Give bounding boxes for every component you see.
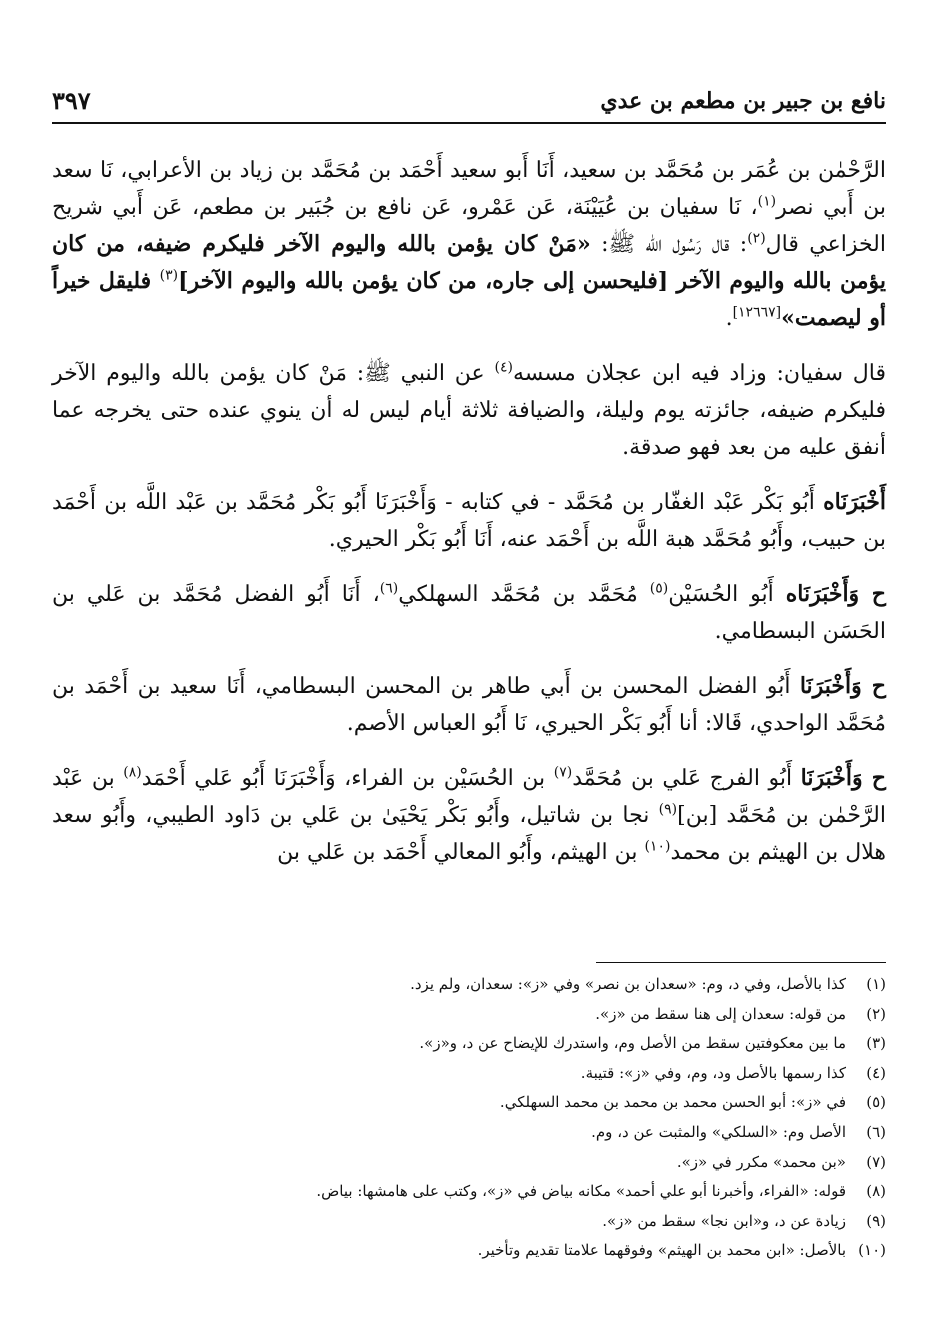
footnote-text: من قوله: سعدان إلى هنا سقط من «ز».	[595, 1004, 846, 1023]
text-segment: أَبُو الحُسَيْن	[668, 582, 786, 607]
text-segment: أَبُو الفرج عَلي بن مُحَمَّد	[572, 766, 801, 791]
text-segment: الرَّحْمٰن بن عُمَر بن مُحَمَّد بن سعيد، أَنَا أَبو سعيد أَحْمَد بن مُحَمَّد بن زياد بن الأعرابي، نَا سعد بن أَبي نصر	[52, 158, 886, 220]
footnote	[52, 1177, 886, 1207]
paragraph	[52, 668, 886, 742]
footnote-separator	[596, 962, 886, 963]
paragraph	[52, 484, 886, 558]
footnote-text: في «ز»: أبو الحسن محمد بن محمد بن محمد السهلكي.	[499, 1093, 846, 1112]
footnote-text: زيادة عن د، و«ابن نجا» سقط من «ز».	[602, 1211, 846, 1230]
bold-text: ح وَأَخْبَرَنَاه	[785, 581, 887, 607]
footnote-number: (٤)	[866, 1063, 886, 1082]
bold-text: ح وَأَخْبَرَنَا	[800, 765, 886, 791]
text-segment: ، أَنَا أَبُو الفضل مُحَمَّد بن عَلي بن الحَسَن البسطامي.	[52, 582, 886, 644]
footnote	[52, 1000, 886, 1030]
text-segment: أَبُو الفضل المحسن بن أَبي طاهر بن المحسن البسطامي، أَنَا سعيد بن أَحْمَد بن مُحَمَّد الواحدي، قَالا: أنا أَبُو بَكْر الحيري، نَا أَبُو العباس الأصم.	[52, 674, 886, 736]
text-segment: بن الهيثم، وأَبُو المعالي أَحْمَد بن عَلي بن	[277, 840, 645, 865]
footnote-number: (٧)	[866, 1152, 886, 1171]
footnote-ref: (٨)	[123, 764, 142, 781]
text-segment: عن النبي ﷺ: مَنْ كان يؤمن بالله واليوم الآخر فليكرم ضيفه، جائزته يوم وليلة، والضيافة ثلاثة أيام ليس له أن ينوي عنده حتى يخرجه عما أنفق عليه من بعد فهو صدقة.	[52, 361, 886, 460]
footnote-number: (٦)	[866, 1122, 886, 1141]
footnote	[52, 1029, 886, 1059]
footnote-text: قوله: «الفراء، وأخبرنا أبو علي أحمد» مكانه بياض في «ز»، وكتب على هامشها: بياض.	[316, 1182, 846, 1201]
text-segment: بن الحُسَيْن بن الفراء، وَأَخْبَرَنَا أَبُو عَلي أَحْمَد	[141, 766, 554, 791]
text-segment: أَبُو بَكْر عَبْد الغفّار بن مُحَمَّد - في كتابه - وَأَخْبَرَنَا أَبُو بَكْر مُحَمَّد بن عَبْد اللَّه بن أَحْمَد بن حبيب، وأَبُو مُحَمَّد هبة اللَّه بن أَحْمَد عنه، أَنَا أَبُو بَكْر الحيري.	[52, 490, 886, 552]
footnote	[52, 1118, 886, 1148]
footnote-ref: (٦)	[379, 580, 399, 597]
footnote-number: (١)	[866, 975, 886, 993]
footnote	[52, 1088, 886, 1118]
footnote-ref: (٥)	[649, 580, 669, 597]
footnote-ref: (٧)	[553, 764, 573, 781]
footnote-ref: (١٠)	[644, 838, 671, 855]
bold-text: ح وَأَخْبَرَنَا	[799, 673, 886, 699]
text-segment: بن عَبْد الرَّحْمٰن بن مُحَمَّد [بن]	[52, 766, 886, 828]
page-number: ٣٩٧	[52, 86, 91, 115]
footnote-ref: (٩)	[658, 801, 678, 818]
bold-text: «مَنْ كان يؤمن بالله واليوم الآخر فليكرم ضيفه، من كان يؤمن بالله واليوم الآخر [فليحسن إلى جاره، من كان يؤمن بالله واليوم الآخر]	[52, 231, 886, 294]
footnote-text: «بن محمد» مكرر في «ز».	[676, 1152, 846, 1171]
footnote	[52, 970, 886, 1000]
text-segment: : قال رَسُول الله ﷺ:	[590, 232, 748, 257]
footnote-number: (٥)	[866, 1093, 886, 1112]
footnote	[52, 1148, 886, 1178]
footnote-text: بالأصل: «ابن محمد بن الهيثم» وفوقهما علامتا تقديم وتأخير.	[477, 1241, 846, 1260]
text-segment: مُحَمَّد بن مُحَمَّد السهلكي	[398, 582, 650, 607]
text-segment: قال سفيان: وزاد فيه ابن عجلان مسسه	[512, 361, 887, 386]
footnote-number: (١٠)	[858, 1241, 886, 1260]
main-text	[52, 152, 886, 889]
footnotes	[52, 970, 886, 1266]
footnote-text: ما بين معكوفتين سقط من الأصل وم، واستدرك للإيضاح عن د، و«ز».	[419, 1034, 846, 1053]
paragraph	[52, 152, 886, 337]
footnote	[52, 1059, 886, 1089]
footnote-ref: (٢)	[747, 230, 766, 247]
bold-text: أَخْبَرَنَاه	[823, 489, 886, 515]
footnote-number: (٢)	[866, 1004, 886, 1023]
footnote	[52, 1236, 886, 1266]
footnote-ref: (١)	[757, 193, 777, 210]
text-segment: ، نَا سفيان بن عُيَيْنَة، عَن عَمْرو، عَن نافع بن جُبَير بن مطعم، عَن أَبي شريح الخزاعي قال	[52, 195, 886, 257]
footnote-text: كذا بالأصل، وفي د، وم: «سعدان بن نصر» وفي «ز»: سعدان، ولم يزد.	[410, 975, 846, 993]
book-page	[52, 0, 886, 1342]
footnote-number: (٩)	[866, 1211, 886, 1230]
footnote	[52, 1207, 886, 1237]
footnote-ref: [١٢٦٦٧]	[732, 304, 782, 321]
footnote-text: كذا رسمها بالأصل ود، وم، وفي «ز»: قتيبة.	[580, 1063, 846, 1082]
paragraph	[52, 760, 886, 871]
footnote-ref: (٤)	[494, 359, 513, 376]
footnote-number: (٣)	[866, 1034, 886, 1053]
footnote-ref: (٣)	[159, 267, 179, 284]
bold-text: فليقل خيراً أو ليصمت»	[52, 268, 886, 331]
text-segment: نجا بن شاتيل، وأَبُو بَكْر يَحْيَىٰ بن عَلي بن دَاود الطيبي، وأَبُو سعد هلال بن الهيثم بن محمد	[52, 803, 886, 865]
text-segment: .	[725, 306, 733, 331]
footnote-number: (٨)	[866, 1182, 886, 1201]
footnote-text: الأصل وم: «السلكي» والمثبت عن د، وم.	[591, 1122, 846, 1141]
paragraph	[52, 576, 886, 650]
page-header	[52, 82, 886, 124]
running-title: نافع بن جبير بن مطعم بن عدي	[600, 88, 886, 114]
paragraph	[52, 355, 886, 466]
